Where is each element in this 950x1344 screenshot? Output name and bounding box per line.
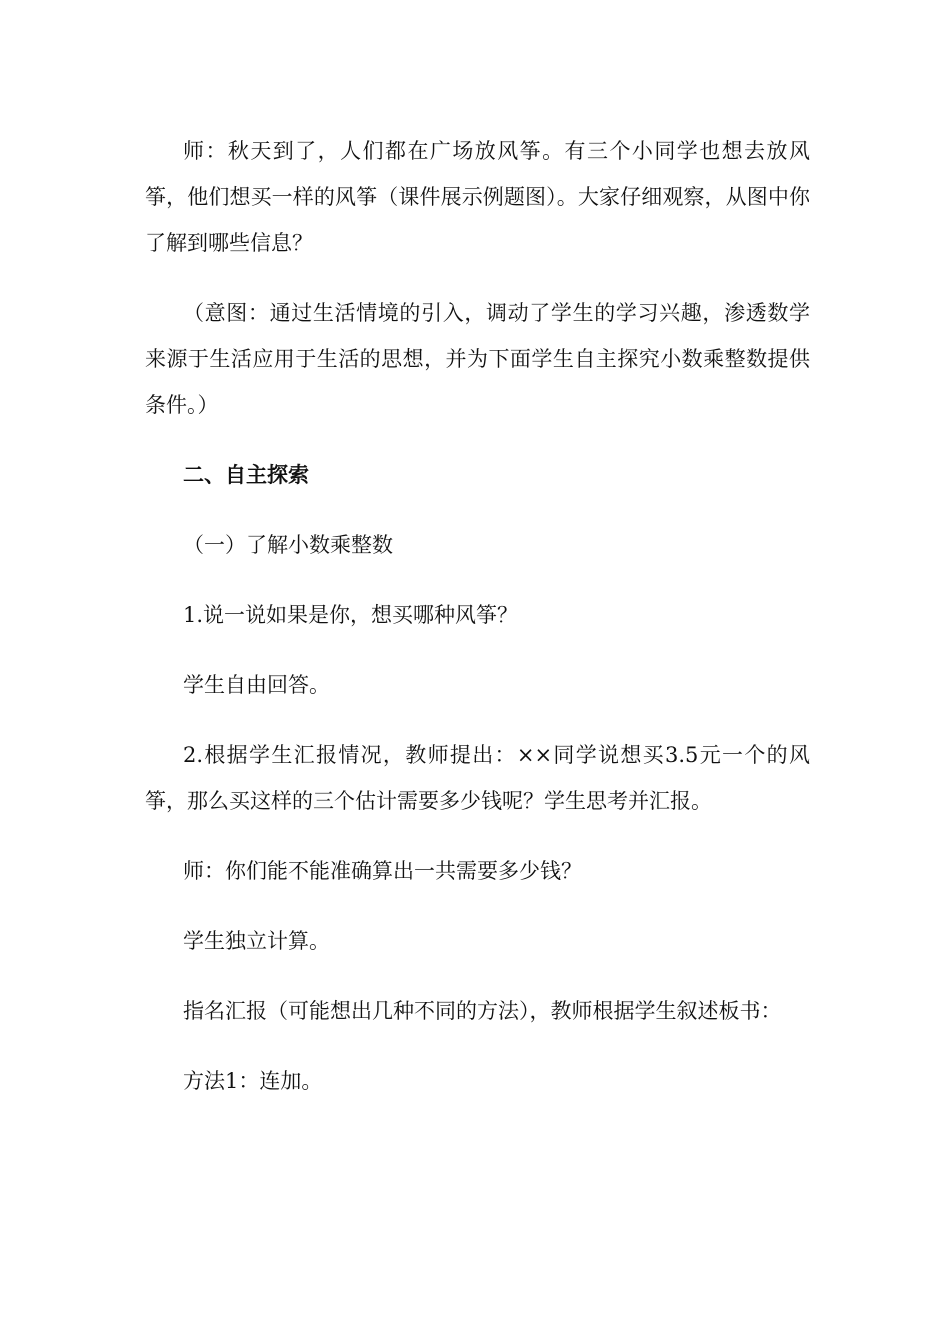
- paragraph-teacher-question: 师：你们能不能准确算出一共需要多少钱？: [183, 859, 582, 883]
- subsection-heading: （一）了解小数乘整数: [183, 533, 393, 557]
- paragraph-intro: 师：秋天到了，人们都在广场放风筝。有三个小同学也想去放风筝，他们想买一样的风筝（课件展示例题图）。大家仔细观察，从图中你了解到哪些信息？: [145, 139, 810, 255]
- paragraph-step-1: 1.说一说如果是你，想买哪种风筝？: [183, 603, 519, 627]
- paragraph-independent-calc: 学生独立计算。: [183, 929, 330, 953]
- paragraph-report: 指名汇报（可能想出几种不同的方法），教师根据学生叙述板书：: [183, 999, 782, 1023]
- paragraph-step-2: 2.根据学生汇报情况，教师提出：××同学说想买3.5元一个的风筝，那么买这样的三个估计需要多少钱呢？学生思考并汇报。: [145, 743, 810, 813]
- paragraph-method-1: 方法1：连加。: [183, 1069, 323, 1093]
- document-body: [145, 128, 810, 1104]
- section-heading: 二、自主探索: [183, 463, 309, 487]
- paragraph-intent-note: （意图：通过生活情境的引入，调动了学生的学习兴趣，渗透数学来源于生活应用于生活的思想，并为下面学生自主探究小数乘整数提供条件。）: [145, 301, 810, 417]
- paragraph-student-answer: 学生自由回答。: [183, 673, 330, 697]
